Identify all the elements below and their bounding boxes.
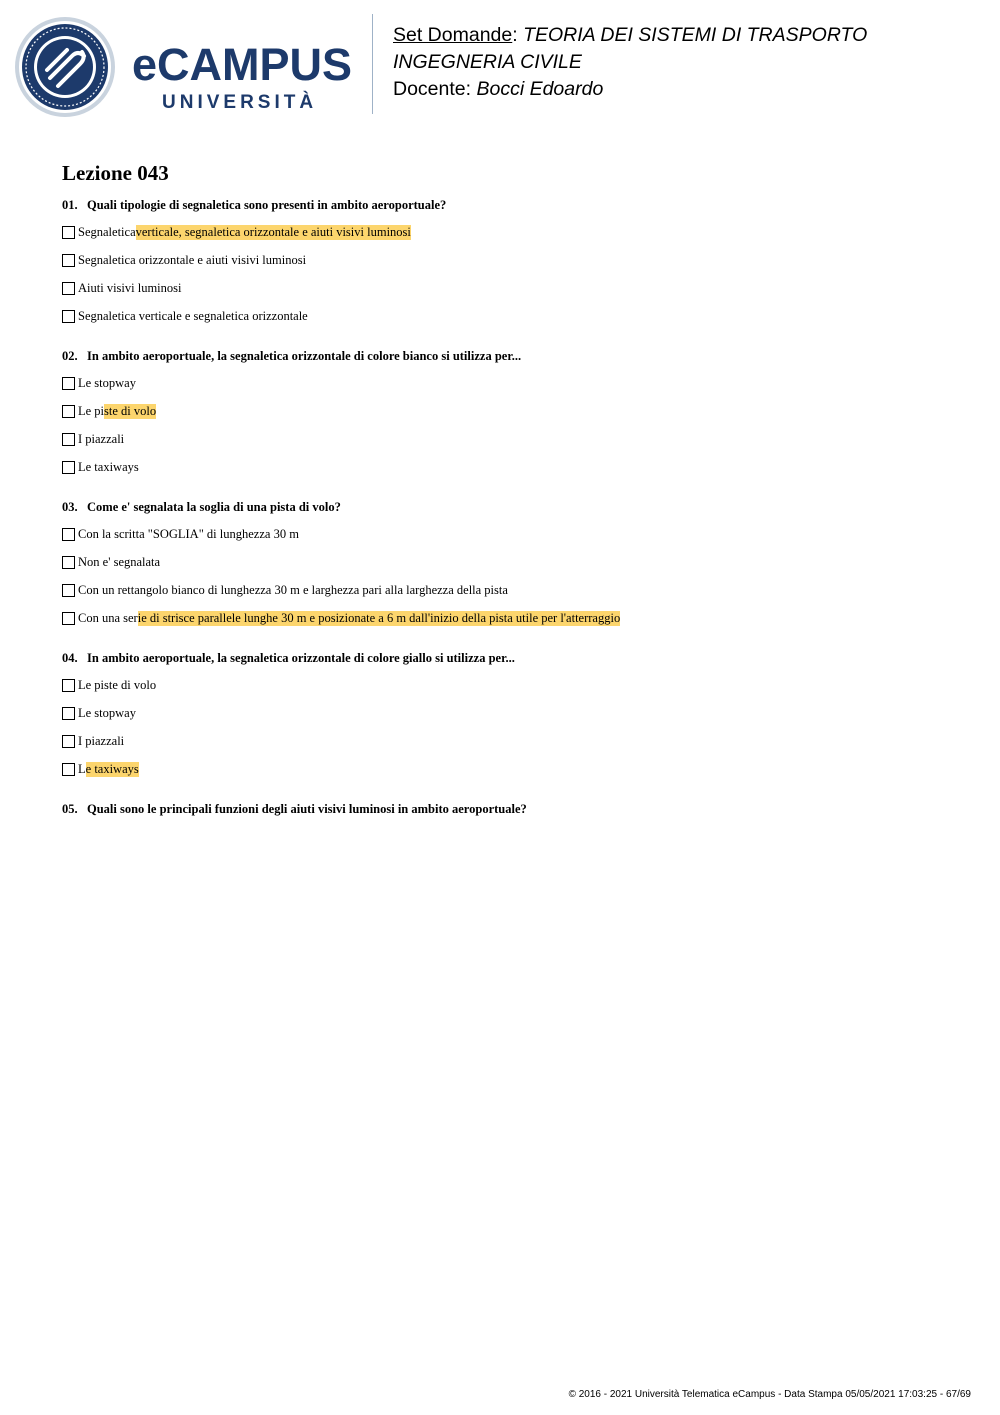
- checkbox[interactable]: [62, 226, 75, 239]
- brand-text: eCAMPUS: [132, 39, 353, 90]
- question-04: 04. In ambito aeroportuale, la segnaletica orizzontale di colore giallo si utilizza per...: [62, 651, 515, 665]
- answer-option: Le pi ste di volo: [62, 403, 156, 419]
- checkbox[interactable]: [62, 282, 75, 295]
- checkbox[interactable]: [62, 405, 75, 418]
- question-05: 05. Quali sono le principali funzioni degli aiuti visivi luminosi in ambito aeroportuale?: [62, 802, 527, 816]
- answer-option: I piazzali: [62, 733, 124, 749]
- answer-option: Le piste di volo: [62, 677, 156, 693]
- answer-option: Segnaletica orizzontale e aiuti visivi luminosi: [62, 252, 306, 268]
- checkbox[interactable]: [62, 461, 75, 474]
- answer-option: Le stopway: [62, 375, 136, 391]
- course-title: TEORIA DEI SISTEMI DI TRASPORTO: [523, 24, 868, 46]
- answer-option: Con una ser ie di strisce parallele lunghe 30 m e posizionate a 6 m dall'inizio della pista utile per l'atterraggio: [62, 610, 620, 626]
- answer-option: I piazzali: [62, 431, 124, 447]
- brand-subtext: UNIVERSITÀ: [162, 92, 318, 113]
- checkbox[interactable]: [62, 254, 75, 267]
- answer-option: Non e' segnalata: [62, 554, 160, 570]
- answer-option: Le taxiways: [62, 459, 139, 475]
- checkbox[interactable]: [62, 735, 75, 748]
- page-header: [0, 0, 1000, 130]
- ecampus-seal-logo: [14, 16, 116, 118]
- answer-option: L e taxiways: [62, 761, 139, 777]
- header-divider: [372, 14, 373, 114]
- question-01: 01. Quali tipologie di segnaletica sono presenti in ambito aeroportuale?: [62, 198, 447, 212]
- answer-option: Con un rettangolo bianco di lunghezza 30 m e larghezza pari alla larghezza della pista: [62, 582, 508, 598]
- answer-option: Con la scritta "SOGLIA" di lunghezza 30 m: [62, 526, 299, 542]
- checkbox[interactable]: [62, 584, 75, 597]
- answer-option: Le stopway: [62, 705, 136, 721]
- teacher-label: Docente:: [393, 78, 477, 100]
- header-text: Set Domande: TEORIA DEI SISTEMI DI TRASPORTO INGEGNERIA CIVILE Docente: Bocci Edoardo: [393, 24, 868, 100]
- question-02: 02. In ambito aeroportuale, la segnaletica orizzontale di colore bianco si utilizza per...: [62, 349, 522, 363]
- checkbox[interactable]: [62, 528, 75, 541]
- checkbox[interactable]: [62, 433, 75, 446]
- page-footer: © 2016 - 2021 Università Telematica eCampus - Data Stampa 05/05/2021 17:03:25 - 67/69: [568, 1389, 971, 1400]
- checkbox[interactable]: [62, 612, 75, 625]
- checkbox[interactable]: [62, 763, 75, 776]
- answer-option: Segnaletica verticale, segnaletica orizzontale e aiuti visivi luminosi: [62, 224, 411, 240]
- course-subtitle: INGEGNERIA CIVILE: [393, 51, 582, 73]
- answer-option: Aiuti visivi luminosi: [62, 280, 182, 296]
- checkbox[interactable]: [62, 310, 75, 323]
- checkbox[interactable]: [62, 556, 75, 569]
- set-label: Set Domande: [393, 24, 513, 46]
- checkbox[interactable]: [62, 679, 75, 692]
- checkbox[interactable]: [62, 707, 75, 720]
- lesson-title: Lezione 043: [62, 161, 169, 185]
- checkbox[interactable]: [62, 377, 75, 390]
- ecampus-wordmark: [132, 38, 357, 114]
- question-03: 03. Come e' segnalata la soglia di una pista di volo?: [62, 500, 341, 514]
- answer-option: Segnaletica verticale e segnaletica orizzontale: [62, 308, 308, 324]
- teacher-name: Bocci Edoardo: [476, 78, 604, 100]
